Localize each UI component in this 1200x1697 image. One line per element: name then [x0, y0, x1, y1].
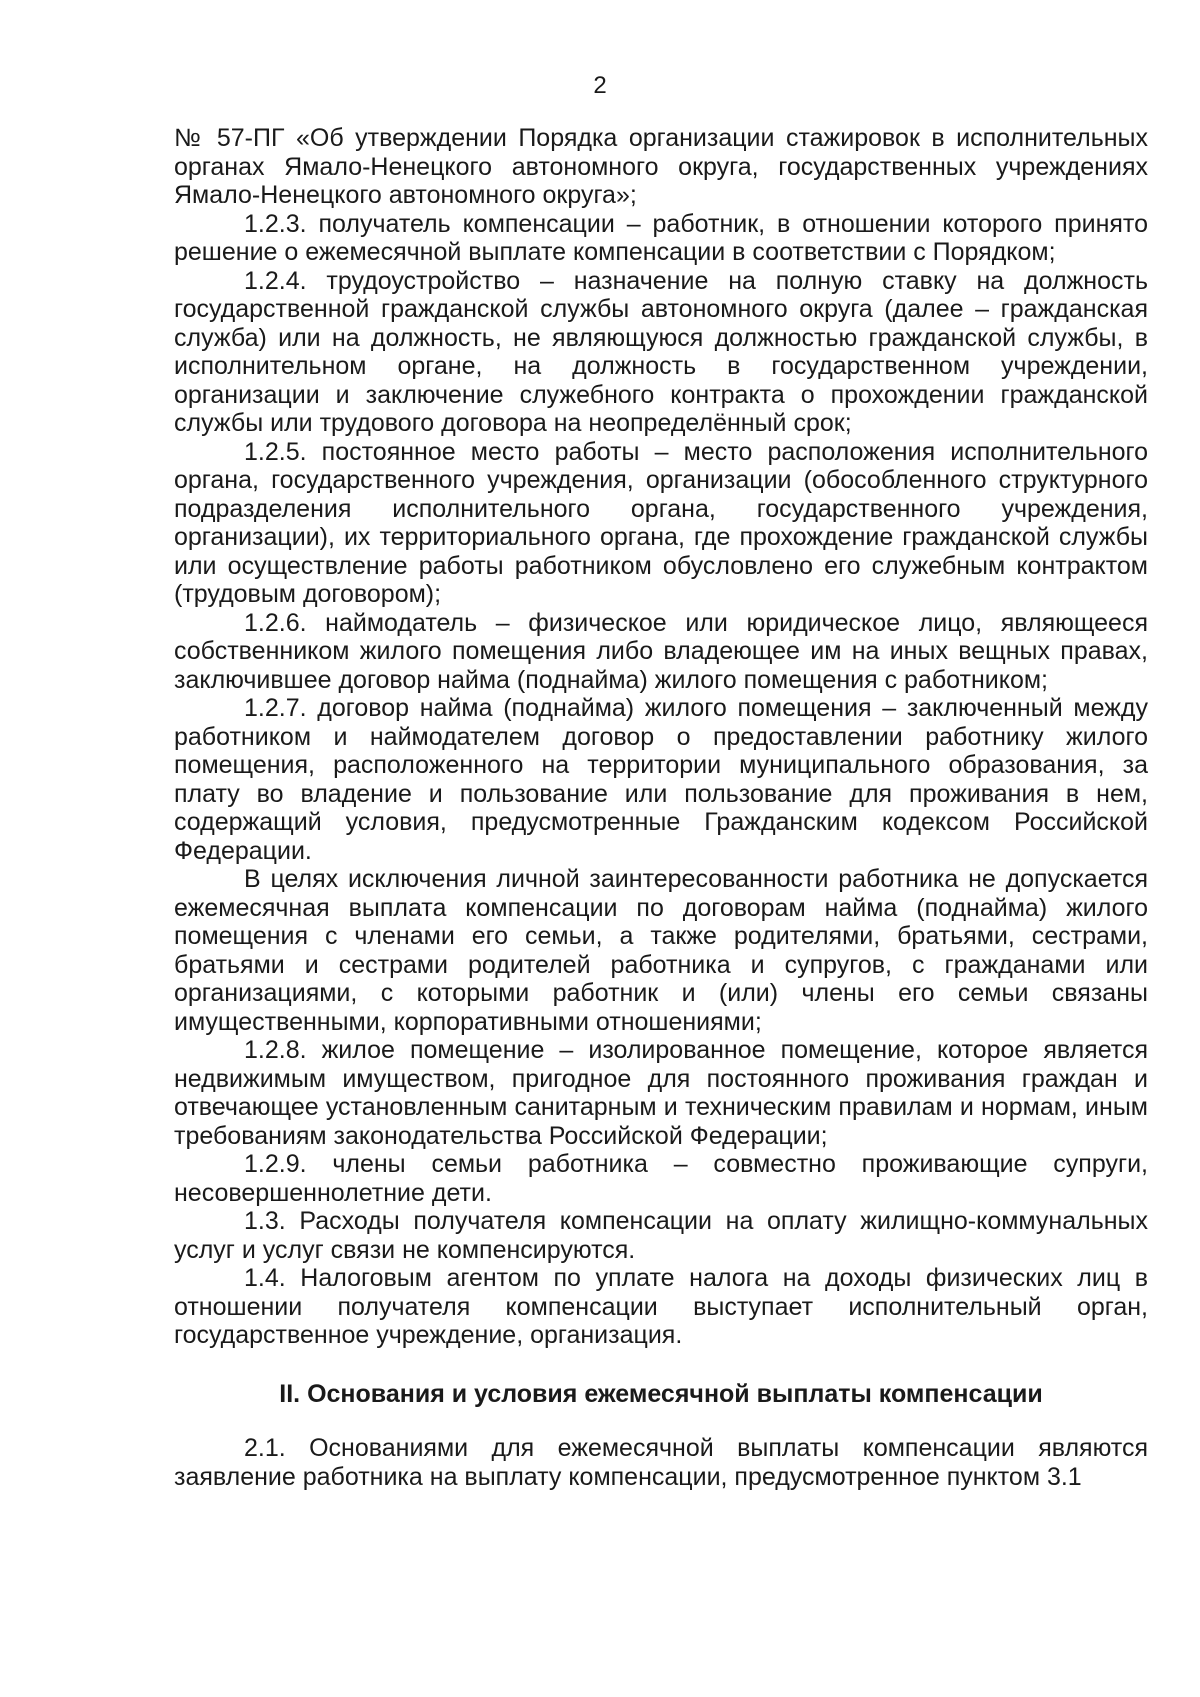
paragraph-1-2-4: 1.2.4. трудоустройство – назначение на полную ставку на должность государственной гражданской службы автономного округа (далее – гражданская служба) или на должность, не являющуюся должностью гражданской службы, в исполнительном органе, на должность в государственном учреждении, организации и заключение служебного контракта о прохождении гражданской службы или трудового договора на неопределённый срок; — [174, 266, 1148, 437]
paragraph-2-1: 2.1. Основаниями для ежемесячной выплаты компенсации являются заявление работника на выплату компенсации, предусмотренное пунктом 3.1 — [174, 1434, 1148, 1491]
paragraph-1-2-5: 1.2.5. постоянное место работы – место расположения исполнительного органа, государственного учреждения, организации (обособленного структурного подразделения исполнительного органа, государственного учреждения, организации), их территориального органа, где прохождение гражданской службы или осуществление работы работником обусловлено его служебным контрактом (трудовым договором); — [174, 437, 1148, 608]
paragraph-1-2-9: 1.2.9. члены семьи работника – совместно проживающие супруги, несовершеннолетние дети. — [174, 1150, 1148, 1207]
paragraph-1-3: 1.3. Расходы получателя компенсации на оплату жилищно-коммунальных услуг и услуг связи не компенсируются. — [174, 1207, 1148, 1264]
paragraph-order-reference: № 57-ПГ «Об утверждении Порядка организации стажировок в исполнительных органах Ямало-Ненецкого автономного округа, государственных учреждениях Ямало-Ненецкого автономного округа»; — [174, 124, 1148, 209]
document-body — [174, 124, 1148, 1491]
paragraph-1-2-7: 1.2.7. договор найма (поднайма) жилого помещения – заключенный между работником и наймодателем договор о предоставлении работнику жилого помещения, расположенного на территории муниципального образования, за плату во владение и пользование или пользование для проживания в нем, содержащий условия, предусмотренные Гражданским кодексом Российской Федерации. — [174, 694, 1148, 865]
paragraph-conflict-of-interest: В целях исключения личной заинтересованности работника не допускается ежемесячная выплата компенсации по договорам найма (поднайма) жилого помещения с членами его семьи, а также родителями, братьями, сестрами, братьями и сестрами родителей работника и супругов, с гражданами или организациями, с которыми работник и (или) члены его семьи связаны имущественными, корпоративными отношениями; — [174, 865, 1148, 1036]
section-heading: II. Основания и условия ежемесячной выплаты компенсации — [279, 1379, 1043, 1408]
paragraph-1-2-3: 1.2.3. получатель компенсации – работник, в отношении которого принято решение о ежемесячной выплате компенсации в соответствии с Порядком; — [174, 209, 1148, 266]
paragraph-1-2-6: 1.2.6. наймодатель – физическое или юридическое лицо, являющееся собственником жилого помещения либо владеющее им на иных вещных правах, заключившее договор найма (поднайма) жилого помещения с работником; — [174, 608, 1148, 694]
paragraph-1-4: 1.4. Налоговым агентом по уплате налога на доходы физических лиц в отношении получателя компенсации выступает исполнительный орган, государственное учреждение, организация. — [174, 1264, 1148, 1349]
paragraph-1-2-8: 1.2.8. жилое помещение – изолированное помещение, которое является недвижимым имуществом, пригодное для постоянного проживания граждан и отвечающее установленным санитарным и техническим правилам и нормам, иным требованиям законодательства Российской Федерации; — [174, 1036, 1148, 1150]
page-number: 2 — [593, 72, 607, 99]
